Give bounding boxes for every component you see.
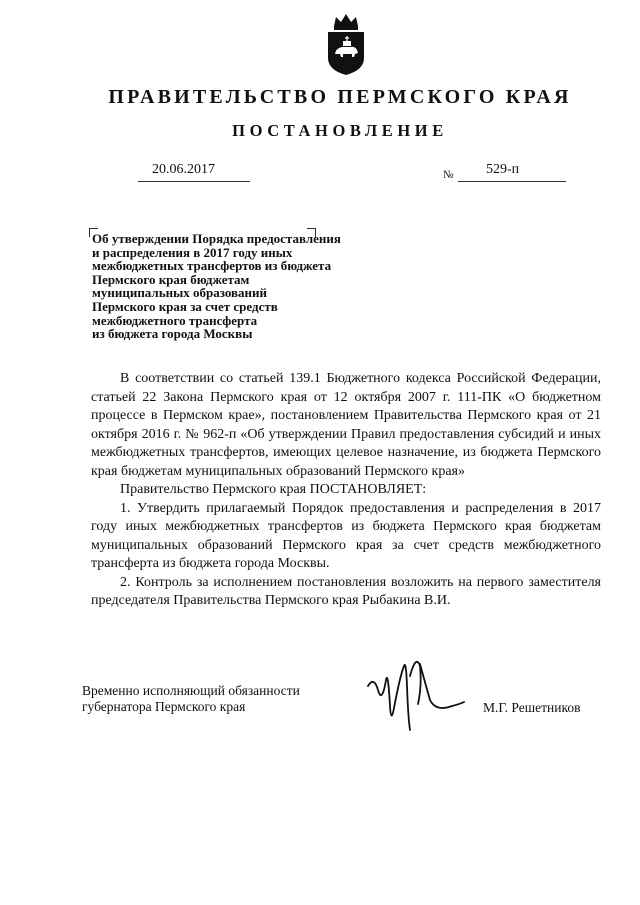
document-type: ПОСТАНОВЛЕНИЕ bbox=[232, 121, 448, 140]
decree-paragraph: Правительство Пермского края ПОСТАНОВЛЯЕТ: bbox=[120, 482, 427, 497]
signer-position bbox=[82, 683, 300, 715]
document-title bbox=[92, 232, 412, 341]
signer-name: М.Г. Решетников bbox=[483, 700, 581, 715]
title-line: и распределения в 2017 году иных bbox=[92, 244, 293, 260]
title-line: Пермского края за счет средств bbox=[92, 298, 278, 314]
coat-of-arms-icon bbox=[324, 12, 368, 76]
document-number: 529-п bbox=[458, 162, 566, 182]
document-body bbox=[91, 370, 601, 611]
title-line: Пермского края бюджетам bbox=[92, 271, 250, 287]
title-line: межбюджетных трансфертов из бюджета bbox=[92, 258, 332, 274]
item-2-paragraph: 2. Контроль за исполнением постановления возложить на первого заместителя председателя Правительства Пермского края Рыбакина В.И. bbox=[91, 574, 601, 608]
number-label: № bbox=[443, 169, 454, 181]
preamble-paragraph: В соответствии со статьей 139.1 Бюджетного кодекса Российской Федерации, статьей 22 Закона Пермского края от 12 октября 2007 г. 111-ПК «О бюджетном процессе в Пермском крае», постановлением Правительства Пермского края от 21 октября 2016 г. № 962-п «Об утверждении Правил предоставления субсидий и иных межбюджетных трансфертов, имеющих целевое назначение, из бюджета Пермского края бюджетам муниципальных образований Пермского края» bbox=[91, 371, 601, 479]
item-1-paragraph: 1. Утвердить прилагаемый Порядок предоставления и распределения в 2017 году иных межбюджетных трансфертов из бюджета Пермского края бюджетам муниципальных образований Пермского края за счет средств межбюджетного трансферта из бюджета города Москвы. bbox=[91, 500, 601, 571]
signer-position-line: Временно исполняющий обязанности bbox=[82, 683, 300, 698]
title-line: Об утверждении Порядка предоставления bbox=[92, 231, 341, 246]
organization-title: ПРАВИТЕЛЬСТВО ПЕРМСКОГО КРАЯ bbox=[108, 86, 572, 108]
document-date: 20.06.2017 bbox=[138, 162, 250, 182]
signer-position-line: губернатора Пермского края bbox=[82, 699, 246, 714]
title-line: из бюджета города Москвы bbox=[92, 326, 253, 342]
title-line: муниципальных образований bbox=[92, 285, 268, 301]
title-line: межбюджетного трансферта bbox=[92, 312, 258, 328]
handwritten-signature bbox=[360, 646, 470, 736]
